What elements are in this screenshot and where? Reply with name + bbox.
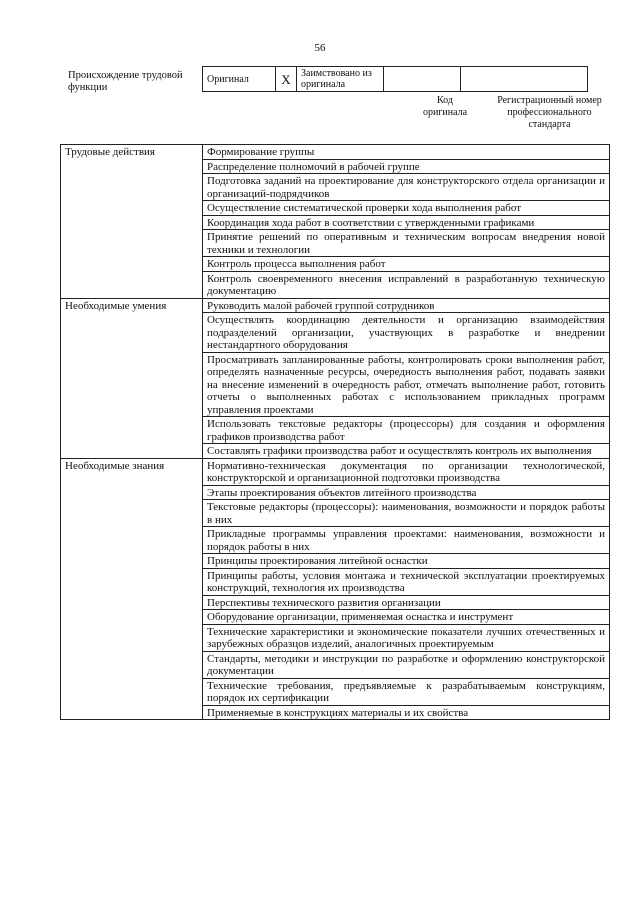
section-item: Прикладные программы управления проектами: наименования, возможности и порядок работы в них xyxy=(203,527,610,554)
section-item: Принятие решений по оперативным и техническим вопросам внедрения новой техники и технологии xyxy=(203,230,610,257)
function-table xyxy=(60,144,610,720)
page-number: 56 xyxy=(314,42,326,54)
section-item: Принципы проектирования литейной оснастки xyxy=(203,554,610,569)
origin-reg-cell xyxy=(461,67,588,92)
section-item: Принципы работы, условия монтажа и технической эксплуатации проектируемых конструкций, технология их производства xyxy=(203,568,610,595)
section-item: Осуществлять координацию деятельности и организацию взаимодействия подразделений организации, участвующих в разработке и внедрении нестандартного оборудования xyxy=(203,313,610,353)
origin-code-cell xyxy=(384,67,461,92)
reg-caption: Регистрационный номер профессионального стандарта xyxy=(497,95,602,130)
section-item: Нормативно-техническая документация по организации технологической, конструкторской и организационной подготовки производства xyxy=(203,458,610,485)
section-item: Осуществление систематической проверки хода выполнения работ xyxy=(203,201,610,216)
section-item: Этапы проектирования объектов литейного производства xyxy=(203,485,610,500)
section-item: Технические характеристики и экономические показатели лучших отечественных и зарубежных образцов изделий, аналогичных проектируемым xyxy=(203,624,610,651)
section-item: Оборудование организации, применяемая оснастка и инструмент xyxy=(203,610,610,625)
section-item: Использовать текстовые редакторы (процессоры) для создания и оформления графиков производства работ xyxy=(203,417,610,444)
origin-borrowed: Заимствовано из оригинала xyxy=(297,67,384,92)
section-item: Технические требования, предъявляемые к разрабатываемым конструкциям, порядок их сертификации xyxy=(203,678,610,705)
section-item: Координация хода работ в соответствии с утвержденными графиками xyxy=(203,215,610,230)
section-item: Текстовые редакторы (процессоры): наименования, возможности и порядок работы в них xyxy=(203,500,610,527)
section-item: Стандарты, методики и инструкции по разработке и оформлению конструкторской документации xyxy=(203,651,610,678)
table-row xyxy=(61,458,610,485)
table-row xyxy=(61,145,610,160)
origin-mark: X xyxy=(276,67,297,92)
origin-table xyxy=(202,66,588,92)
section-item: Распределение полномочий в рабочей группе xyxy=(203,159,610,174)
section-item: Контроль процесса выполнения работ xyxy=(203,257,610,272)
table-row xyxy=(61,298,610,313)
section-item: Подготовка заданий на проектирование для конструкторского отдела организации и организаций-подрядчиков xyxy=(203,174,610,201)
code-caption: Код оригинала xyxy=(422,95,468,118)
section-item: Просматривать запланированные работы, контролировать сроки выполнения работ, определять назначенные ресурсы, очередность выполнения работ, подавать заявки на внесение изменений в очередность работ, отмечать выполнение работ, готовить отчеты о выполненных работах с использованием прикладных программ управления проектами xyxy=(203,352,610,417)
section-title: Необходимые знания xyxy=(61,458,203,720)
section-item: Руководить малой рабочей группой сотрудников xyxy=(203,298,610,313)
origin-label: Происхождение трудовой функции xyxy=(68,70,183,93)
section-title: Трудовые действия xyxy=(61,145,203,299)
section-title: Необходимые умения xyxy=(61,298,203,458)
origin-original: Оригинал xyxy=(203,67,276,92)
section-item: Составлять графики производства работ и осуществлять контроль их выполнения xyxy=(203,444,610,459)
section-item: Формирование группы xyxy=(203,145,610,160)
section-item: Контроль своевременного внесения исправлений в разработанную техническую документацию xyxy=(203,271,610,298)
section-item: Перспективы технического развития организации xyxy=(203,595,610,610)
section-item: Применяемые в конструкциях материалы и их свойства xyxy=(203,705,610,720)
